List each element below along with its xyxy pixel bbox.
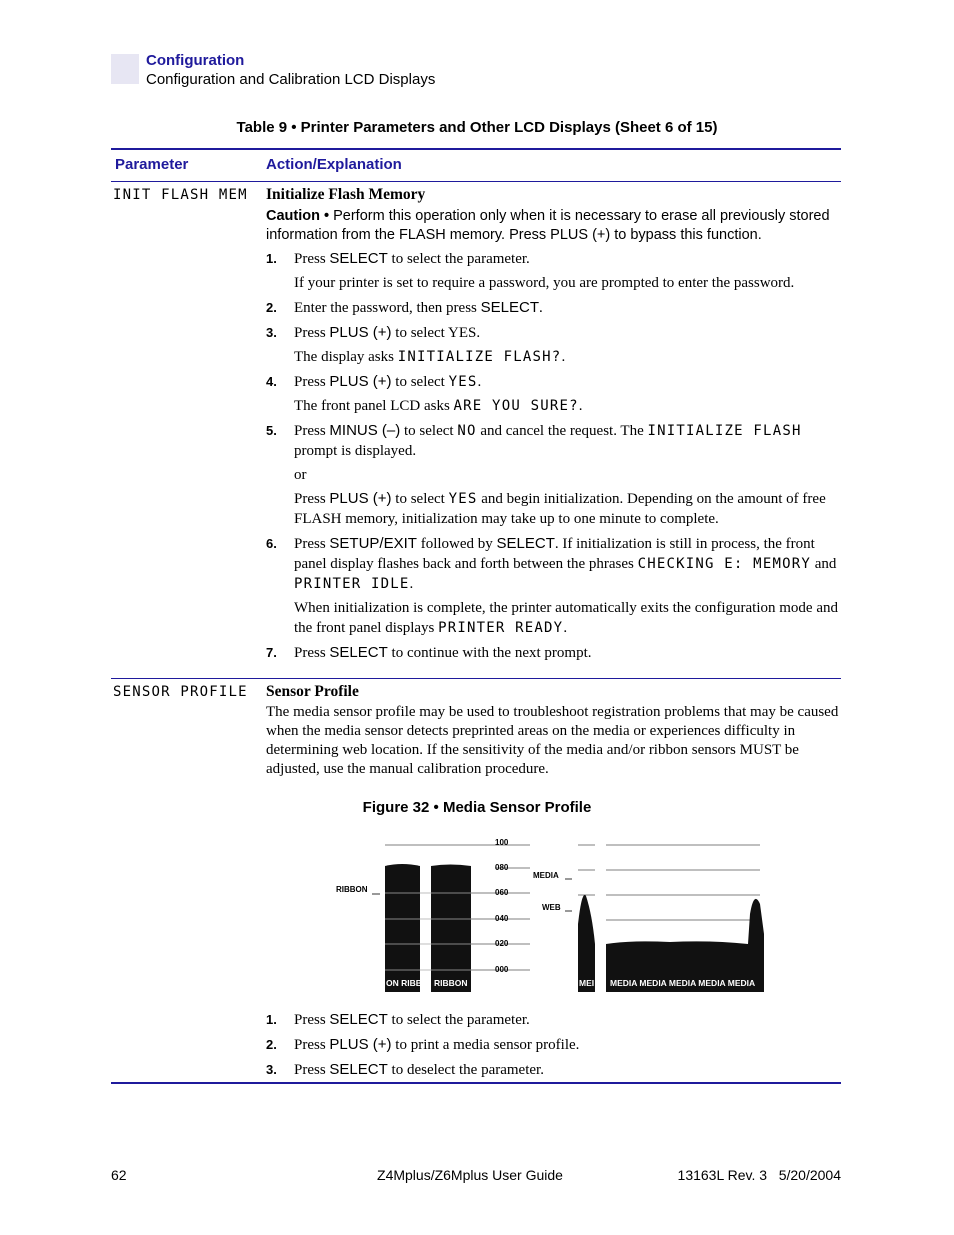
step-2: 2. Enter the password, then press SELECT. <box>266 299 543 316</box>
media-bar-2-text: MEDIA MEDIA MEDIA MEDIA MEDIA <box>610 978 756 988</box>
lcd-yes: YES <box>448 491 478 507</box>
table-title: Table 9 • Printer Parameters and Other LCD Displays (Sheet 6 of 15) <box>236 119 718 136</box>
plus-key: PLUS (+) <box>329 373 392 390</box>
step-4: 4. Press PLUS (+) to select YES. The front panel LCD asks ARE YOU SURE?. <box>266 372 841 416</box>
section-title: Configuration <box>146 52 245 69</box>
table-top-rule <box>111 148 841 150</box>
select-key: SELECT <box>480 299 539 316</box>
init-flash-content <box>266 185 841 663</box>
lcd-are-you-sure: ARE YOU SURE? <box>453 398 579 414</box>
init-flash-title: Initialize Flash Memory <box>266 186 426 203</box>
scale-label-040: 040 <box>495 914 509 923</box>
media-label: MEDIA <box>533 871 559 880</box>
lcd-yes: YES <box>448 374 478 390</box>
step-3-note: The display asks INITIALIZE FLASH?. <box>294 349 566 365</box>
scale-label-020: 020 <box>495 939 509 948</box>
minus-key: MINUS (–) <box>329 422 401 439</box>
setup-exit-key: SETUP/EXIT <box>329 535 417 552</box>
step-6: 6. Press SETUP/EXIT followed by SELECT. If initialization is still in process, the front panel display flashes back and forth between the phrases CHECKING E: MEMORY and PRINTER IDLE. When initialization is complete, the printer automatically exits the configuration mode and the front panel displays PRINTER READY. <box>266 534 841 638</box>
step-5-alternative: Press PLUS (+) to select YES and begin initialization. Depending on the amount of free FLASH memory, initialization may take up to one minute to complete. <box>294 490 826 527</box>
web-label: WEB <box>542 903 561 912</box>
sensor-profile-content <box>266 682 841 779</box>
caution-note <box>266 207 841 244</box>
select-key: SELECT <box>496 535 555 552</box>
sensor-step-1: 1. Press SELECT to select the parameter. <box>266 1011 530 1028</box>
init-flash-steps <box>266 249 841 663</box>
ribbon-bar-1 <box>385 864 420 992</box>
lcd-printer-idle: PRINTER IDLE <box>294 576 410 592</box>
page-number: 62 <box>111 1167 127 1183</box>
plus-key: PLUS (+) <box>329 490 392 507</box>
section-subtitle: Configuration and Calibration LCD Displays <box>146 71 436 88</box>
scale-label-060: 060 <box>495 888 509 897</box>
step-6-note: When initialization is complete, the printer automatically exits the configuration mode and the front panel displays PRINTER READY. <box>294 600 838 636</box>
ribbon-bar-1-text: ON RIBB <box>386 978 422 988</box>
revision-date: 13163L Rev. 3 5/20/2004 <box>677 1167 841 1183</box>
ribbon-bar-2 <box>431 865 471 993</box>
param-init-flash-mem: INIT FLASH MEM <box>113 187 248 203</box>
select-key: SELECT <box>329 644 388 661</box>
step-1-note: If your printer is set to require a password, you are prompted to enter the password. <box>294 275 795 291</box>
caution-label: Caution • <box>266 208 330 224</box>
lcd-printer-ready: PRINTER READY <box>438 620 564 636</box>
plus-key: PLUS (+) <box>329 324 392 341</box>
plus-key: PLUS (+) <box>329 1036 392 1053</box>
column-header-parameter: Parameter <box>115 156 189 173</box>
ribbon-label: RIBBON <box>336 885 368 894</box>
step-5-or: or <box>294 467 307 483</box>
sensor-profile-description: The media sensor profile may be used to troubleshoot registration problems that may be caused when the media sensor detects preprinted areas on the media or experiences difficulty in determining web location. If the sensitivity of the media and/or ribbon sensors MUST be adjusted, use the manual calibration procedure. <box>266 704 839 777</box>
media-sensor-profile-figure <box>330 834 770 994</box>
sensor-profile-title: Sensor Profile <box>266 683 359 700</box>
sensor-profile-steps-wrap <box>266 1005 841 1080</box>
select-key: SELECT <box>329 1061 388 1078</box>
select-key: SELECT <box>329 1011 388 1028</box>
scale-label-100: 100 <box>495 838 509 847</box>
guide-title: Z4Mplus/Z6Mplus User Guide <box>377 1167 563 1183</box>
step-1: 1. Press SELECT to select the parameter. If your printer is set to require a password, you are prompted to enter the password. <box>266 249 841 293</box>
figure-title: Figure 32 • Media Sensor Profile <box>362 799 592 816</box>
table-bottom-rule <box>111 1082 841 1084</box>
media-bar-1-text: MEI <box>579 978 595 988</box>
header-accent-box <box>111 54 139 84</box>
step-3: 3. Press PLUS (+) to select YES. The display asks INITIALIZE FLASH?. <box>266 323 841 367</box>
header-rule <box>111 181 841 182</box>
lcd-initialize-flash-prompt: INITIALIZE FLASH? <box>397 349 562 365</box>
lcd-no: NO <box>457 423 477 439</box>
scale-label-080: 080 <box>495 863 509 872</box>
step-4-note: The front panel LCD asks ARE YOU SURE?. <box>294 398 583 414</box>
param-sensor-profile: SENSOR PROFILE <box>113 684 248 700</box>
step-5: 5. Press MINUS (–) to select NO and cancel the request. The INITIALIZE FLASH prompt is displayed. or Press PLUS (+) to select YES and begin initialization. Depending on the amount of free FLASH memory, initialization may take up to one minute to complete. <box>266 421 841 529</box>
scale-label-000: 000 <box>495 965 509 974</box>
caution-text: Perform this operation only when it is necessary to erase all previously stored information from the FLASH memory. Press PLUS (+) to bypass this function. <box>266 208 830 243</box>
select-key: SELECT <box>329 250 388 267</box>
ribbon-bar-2-text: RIBBON <box>434 978 468 988</box>
column-header-action: Action/Explanation <box>266 156 402 173</box>
step-7: 7. Press SELECT to continue with the next prompt. <box>266 644 592 661</box>
sensor-step-2: 2. Press PLUS (+) to print a media sensor profile. <box>266 1036 580 1053</box>
sensor-step-3: 3. Press SELECT to deselect the parameter. <box>266 1061 544 1078</box>
lcd-checking-memory: CHECKING E: MEMORY <box>637 556 811 572</box>
row-divider <box>111 678 841 679</box>
sensor-profile-steps <box>266 1010 841 1080</box>
lcd-initialize-flash: INITIALIZE FLASH <box>647 423 802 439</box>
